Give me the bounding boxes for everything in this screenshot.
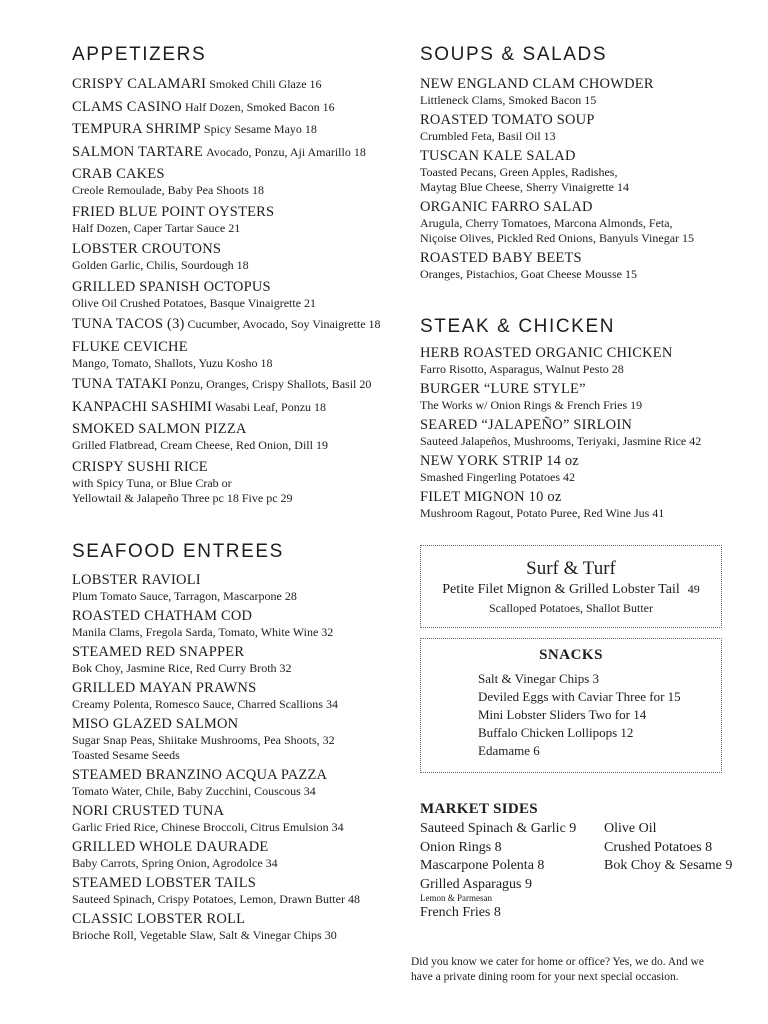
menu-item	[420, 76, 760, 108]
menu-item-description: Sauteed Spinach, Crispy Potatoes, Lemon, Drawn Butter 48	[72, 892, 360, 906]
menu-item-description: Bok Choy, Jasmine Rice, Red Curry Broth 32	[72, 661, 292, 675]
surf-turf-box	[420, 545, 722, 628]
surf-turf-sides: Scalloped Potatoes, Shallot Butter	[489, 601, 653, 615]
menu-item	[72, 204, 412, 236]
menu-item-description: Half Dozen, Smoked Bacon 16	[184, 99, 335, 114]
menu-item-description: Littleneck Clams, Smoked Bacon 15	[420, 93, 597, 107]
menu-item-header	[72, 644, 412, 661]
menu-item	[72, 680, 412, 712]
menu-item-name: TUSCAN KALE SALAD	[420, 148, 576, 164]
menu-item-name: STEAMED LOBSTER TAILS	[72, 875, 257, 891]
menu-item-header	[72, 376, 412, 393]
menu-item-description: Golden Garlic, Chilis, Sourdough 18	[72, 258, 249, 272]
menu-item-name: GRILLED WHOLE DAURADE	[72, 839, 269, 855]
snacks-list	[478, 670, 721, 760]
menu-item	[72, 767, 412, 799]
menu-item-description: Half Dozen, Caper Tartar Sauce 21	[72, 220, 241, 235]
menu-item-name: ROASTED CHATHAM COD	[72, 608, 253, 624]
menu-item-description: Toasted Sesame Seeds	[72, 748, 180, 762]
seafood-list	[72, 572, 412, 947]
menu-item-header	[420, 381, 760, 398]
menu-item	[72, 241, 412, 273]
menu-item	[72, 76, 412, 93]
menu-item-description: Grilled Flatbread, Cream Cheese, Red Onion, Dill 19	[72, 438, 328, 452]
menu-item	[72, 279, 412, 311]
menu-item-name: GRILLED MAYAN PRAWNS	[72, 680, 257, 696]
menu-item-header	[72, 144, 412, 161]
menu-item-name: GRILLED SPANISH OCTOPUS	[72, 278, 271, 295]
menu-item	[72, 459, 412, 506]
soups-list	[420, 76, 760, 286]
snack-item: Mini Lobster Sliders Two for 14	[478, 707, 647, 722]
menu-item	[420, 381, 760, 413]
menu-item-description: Sauteed Jalapeños, Mushrooms, Teriyaki, Jasmine Rice 42	[420, 434, 702, 448]
menu-item	[420, 345, 760, 377]
menu-item-description: Avocado, Ponzu, Aji Amarillo 18	[206, 144, 366, 159]
menu-item-header	[420, 199, 760, 216]
menu-item-name: CRAB CAKES	[72, 166, 165, 182]
side-item: Grilled Asparagus 9	[420, 876, 532, 892]
menu-item-header	[72, 279, 412, 296]
menu-item-header	[72, 76, 412, 93]
menu-item-description: Toasted Pecans, Green Apples, Radishes,	[420, 165, 618, 179]
snacks-title: SNACKS	[539, 647, 603, 663]
menu-item-header	[420, 148, 760, 165]
menu-item-description: Crumbled Feta, Basil Oil 13	[420, 129, 556, 143]
menu-item-header	[72, 421, 412, 438]
menu-item-description: Maytag Blue Cheese, Sherry Vinaigrette 14	[420, 180, 630, 194]
snack-item: Buffalo Chicken Lollipops 12	[478, 725, 634, 740]
menu-item	[72, 121, 412, 138]
menu-item-description: Garlic Fried Rice, Chinese Broccoli, Citrus Emulsion 34	[72, 820, 344, 834]
menu-item-description: Spicy Sesame Mayo 18	[203, 122, 317, 136]
menu-item	[420, 453, 760, 485]
menu-item	[72, 166, 412, 198]
menu-item-description: Plum Tomato Sauce, Tarragon, Mascarpone 28	[72, 589, 297, 603]
menu-item	[420, 112, 760, 144]
menu-item-description: Baby Carrots, Spring Onion, Agrodolce 34	[72, 856, 278, 870]
steak-list	[420, 345, 760, 525]
menu-item	[72, 572, 412, 604]
menu-item-name: SALMON TARTARE	[72, 143, 204, 160]
menu-item-header	[420, 489, 760, 506]
surf-turf-line	[421, 582, 721, 598]
menu-item	[72, 608, 412, 640]
menu-item	[72, 875, 412, 907]
menu-item-header	[72, 680, 412, 697]
side-item: Bok Choy & Sesame 9	[604, 858, 733, 873]
side-item: Onion Rings 8	[420, 839, 502, 855]
menu-item	[72, 803, 412, 835]
menu-item-name: FLUKE CEVICHE	[72, 338, 188, 355]
side-item: Crushed Potatoes 8	[604, 839, 713, 855]
side-item: French Fries 8	[420, 905, 501, 920]
menu-item	[72, 99, 412, 116]
menu-item-header	[420, 417, 760, 434]
menu-item-name: LOBSTER RAVIOLI	[72, 572, 201, 588]
menu-item-header	[72, 839, 412, 856]
menu-item-header	[420, 76, 760, 93]
steak-title: STEAK & CHICKEN	[420, 316, 616, 337]
market-sides-title: MARKET SIDES	[420, 801, 538, 817]
menu-item-description: Smoked Chili Glaze 16	[209, 77, 322, 91]
side-item: Olive Oil	[604, 821, 657, 836]
menu-item-header	[420, 345, 760, 362]
menu-item-header	[420, 112, 760, 129]
appetizers-list	[72, 76, 412, 511]
menu-item-header	[72, 339, 412, 356]
menu-item-header	[420, 250, 760, 267]
menu-item-description: The Works w/ Onion Rings & French Fries 19	[420, 398, 643, 412]
menu-item	[72, 911, 412, 943]
menu-item-name: MISO GLAZED SALMON	[72, 716, 239, 732]
menu-item-description: Brioche Roll, Vegetable Slaw, Salt & Vinegar Chips 30	[72, 928, 337, 942]
menu-item-header	[72, 911, 412, 928]
surf-turf-title: Surf & Turf	[526, 558, 616, 579]
seafood-title: SEAFOOD ENTREES	[72, 541, 284, 562]
soups-title: SOUPS & SALADS	[420, 44, 608, 65]
side-item: Mascarpone Polenta 8	[420, 858, 545, 873]
menu-item-name: CLAMS CASINO	[72, 98, 182, 115]
appetizers-title: APPETIZERS	[72, 44, 207, 65]
surf-turf-price: 49	[687, 582, 700, 596]
menu-item-description: Creole Remoulade, Baby Pea Shoots 18	[72, 183, 264, 197]
menu-item-header	[72, 316, 412, 333]
menu-item-name: HERB ROASTED ORGANIC CHICKEN	[420, 345, 673, 361]
menu-item-header	[72, 399, 412, 416]
menu-item-name: TUNA TATAKI	[72, 376, 168, 392]
menu-item-header	[72, 608, 412, 625]
menu-item-header	[72, 572, 412, 589]
menu-item-name: LOBSTER CROUTONS	[72, 241, 222, 257]
menu-item-name: TEMPURA SHRIMP	[72, 121, 201, 137]
menu-item	[72, 144, 412, 161]
footer-line: have a private dining room for your next special occasion.	[411, 971, 679, 983]
menu-item	[72, 316, 412, 333]
menu-item-name: STEAMED RED SNAPPER	[72, 644, 245, 660]
menu-item-header	[420, 453, 760, 470]
menu-item-name: FRIED BLUE POINT OYSTERS	[72, 203, 275, 220]
menu-item	[72, 399, 412, 416]
menu-item	[420, 489, 760, 521]
menu-item-header	[72, 121, 412, 138]
menu-item-description: Oranges, Pistachios, Goat Cheese Mousse 15	[420, 267, 637, 281]
snacks-box	[420, 638, 722, 773]
snack-item: Edamame 6	[478, 743, 540, 758]
menu-item-name: NEW YORK STRIP 14 oz	[420, 453, 579, 469]
menu-item-description: Mango, Tomato, Shallots, Yuzu Kosho 18	[72, 355, 273, 370]
menu-item-name: FILET MIGNON 10 oz	[420, 489, 562, 505]
menu-item-header	[72, 166, 412, 183]
surf-turf-description: Petite Filet Mignon & Grilled Lobster Tail	[442, 582, 680, 597]
menu-item-name: BURGER “LURE STYLE”	[420, 381, 586, 397]
menu-item	[420, 417, 760, 449]
menu-item-header	[72, 204, 412, 221]
menu-item	[420, 148, 760, 195]
footer-line: Did you know we cater for home or office? Yes, we do. And we	[411, 956, 704, 968]
menu-item-description: Farro Risotto, Asparagus, Walnut Pesto 28	[420, 362, 624, 376]
menu-item-header	[72, 875, 412, 892]
snack-item: Deviled Eggs with Caviar Three for 15	[478, 689, 681, 704]
menu-item-header	[72, 716, 412, 733]
menu-item-description: Smashed Fingerling Potatoes 42	[420, 470, 575, 484]
menu-item	[72, 339, 412, 371]
footer-note	[411, 955, 741, 985]
menu-item-name: ROASTED BABY BEETS	[420, 250, 582, 266]
menu-item-name: SEARED “JALAPEÑO” SIRLOIN	[420, 417, 633, 433]
menu-item-name: NORI CRUSTED TUNA	[72, 803, 225, 819]
menu-item-name: TUNA TACOS (3)	[72, 316, 185, 332]
menu-item	[420, 199, 760, 246]
menu-item-name: ROASTED TOMATO SOUP	[420, 112, 595, 128]
menu-item-name: ORGANIC FARRO SALAD	[420, 199, 593, 215]
menu-item-description: Wasabi Leaf, Ponzu 18	[215, 399, 327, 414]
snack-item: Salt & Vinegar Chips 3	[478, 671, 600, 686]
menu-item-name: SMOKED SALMON PIZZA	[72, 421, 247, 437]
menu-item-name: KANPACHI SASHIMI	[72, 398, 213, 415]
menu-item	[72, 839, 412, 871]
menu-item-description: Arugula, Cherry Tomatoes, Marcona Almonds, Feta,	[420, 216, 673, 230]
menu-item	[420, 250, 760, 282]
market-sides-left-list	[420, 820, 610, 923]
side-item-note: Lemon & Parmesan	[420, 893, 492, 903]
menu-item-header	[72, 803, 412, 820]
side-item: Sauteed Spinach & Garlic 9	[420, 821, 577, 836]
menu-item-description: Cucumber, Avocado, Soy Vinaigrette 18	[187, 317, 381, 331]
market-sides-right-list	[604, 820, 764, 876]
menu-item-description: Manila Clams, Fregola Sarda, Tomato, White Wine 32	[72, 625, 334, 639]
menu-item-name: STEAMED BRANZINO ACQUA PAZZA	[72, 767, 328, 783]
menu-item-description: Yellowtail & Jalapeño Three pc 18 Five pc 29	[72, 490, 293, 505]
menu-item-name: CLASSIC LOBSTER ROLL	[72, 911, 246, 927]
menu-item-header	[72, 767, 412, 784]
menu-item-description: Mushroom Ragout, Potato Puree, Red Wine Jus 41	[420, 506, 665, 520]
menu-item-header	[72, 99, 412, 116]
menu-item-header	[72, 459, 412, 476]
menu-item-description: Creamy Polenta, Romesco Sauce, Charred Scallions 34	[72, 697, 338, 711]
menu-item-header	[72, 241, 412, 258]
menu-item-description: Sugar Snap Peas, Shiitake Mushrooms, Pea Shoots, 32	[72, 733, 335, 747]
menu-item-description: Tomato Water, Chile, Baby Zucchini, Couscous 34	[72, 784, 316, 798]
menu-item-name: CRISPY SUSHI RICE	[72, 458, 208, 475]
menu-item-name: CRISPY CALAMARI	[72, 76, 207, 92]
menu-item	[72, 376, 412, 393]
menu-item-description: with Spicy Tuna, or Blue Crab or	[72, 475, 232, 490]
menu-item	[72, 421, 412, 453]
menu-item	[72, 716, 412, 763]
menu-item-description: Ponzu, Oranges, Crispy Shallots, Basil 20	[170, 377, 372, 391]
menu-item-description: Olive Oil Crushed Potatoes, Basque Vinaigrette 21	[72, 295, 317, 310]
menu-item-description: Niçoise Olives, Pickled Red Onions, Banyuls Vinegar 15	[420, 231, 695, 245]
menu-item-name: NEW ENGLAND CLAM CHOWDER	[420, 76, 654, 92]
menu-item	[72, 644, 412, 676]
